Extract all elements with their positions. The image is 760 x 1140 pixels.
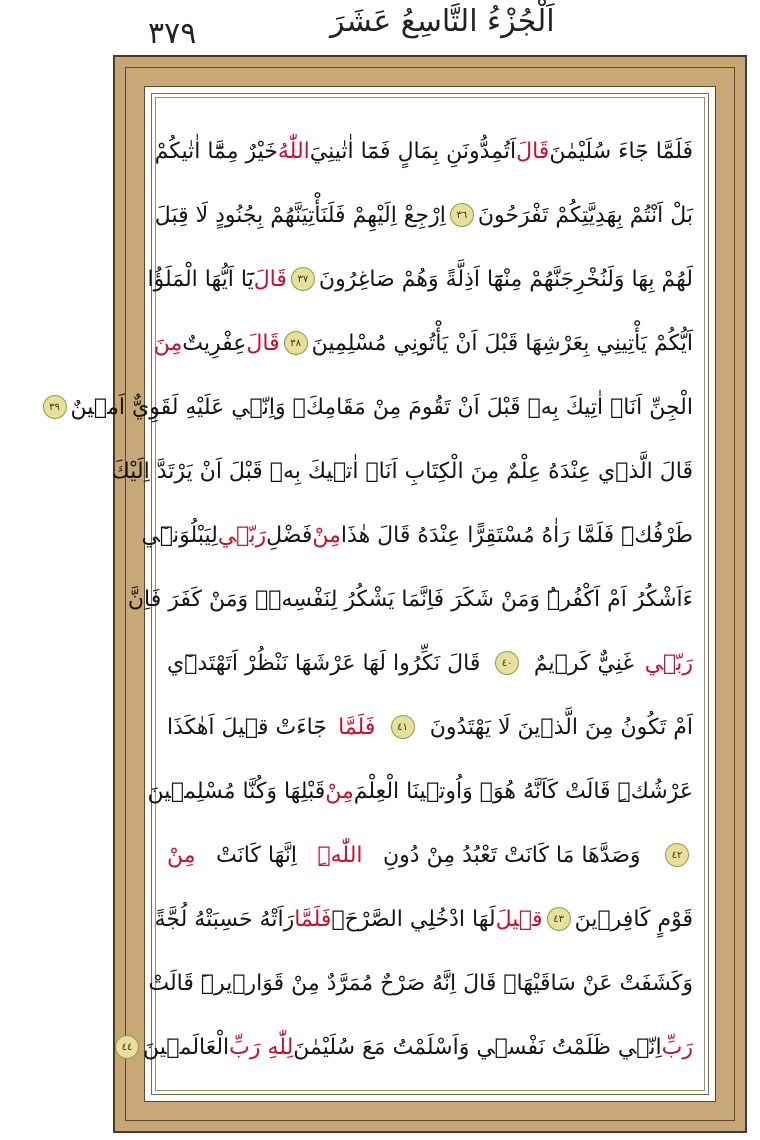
text-line — [154, 119, 693, 183]
page-header — [0, 0, 760, 52]
verse-text: وَصَدَّهَا مَا كَانَتْ تَعْبُدُ مِنْ دُونِ — [383, 842, 641, 868]
highlighted-word: قَالَ — [246, 330, 280, 356]
ayah-marker: ٣٩ — [43, 395, 67, 419]
verse-text: قَالَ الَّذٖي عِنْدَهُ عِلْمٌ مِنَ الْكِتَابِ اَنَا۬ اٰتٖيكَ بِهٖ قَبْلَ اَنْ يَرْتَدَّ اِلَيْكَ — [111, 458, 693, 484]
verse-text: اِرْجِعْ اِلَيْهِمْ فَلَنَأْتِيَنَّهُمْ بِجُنُودٍ لَا قِبَلَ — [154, 202, 446, 228]
ayah-marker: ٣٧ — [291, 267, 315, 291]
verse-text: اِنَّهَا كَانَتْ — [216, 842, 297, 868]
highlighted-word: مِنَ — [153, 330, 183, 356]
verse-text: يَٓا اَيُّهَا الْمَلَؤُا — [147, 266, 254, 292]
text-line — [111, 439, 693, 503]
text-line — [49, 375, 693, 439]
highlighted-word: مِنْ — [312, 522, 341, 548]
verse-text: قَالَ نَكِّرُوا لَهَا عَرْشَهَا نَنْظُرْ اَتَهْتَدٖٓي — [167, 650, 481, 676]
verse-text: جَٓاءَتْ قٖيلَ اَهٰكَذَا — [167, 714, 327, 740]
text-line — [147, 759, 693, 823]
verse-text-area — [49, 119, 693, 1079]
verse-text: رَاَتْهُ حَسِبَتْهُ لُجَّةً — [154, 906, 295, 932]
highlighted-word: فَلَمَّا — [294, 906, 332, 932]
page-frame — [49, 55, 747, 1133]
verse-text: لِيَبْلُوَن۪ٓي — [141, 522, 218, 548]
highlighted-word: رَبّ۪ي — [644, 650, 693, 676]
juz-title: اَلْجُزْءُ التَّاسِعُ عَشَرَ — [330, 4, 555, 39]
verse-text: اَتُمِدُّونَنِ بِمَالٍ فَمَٓا اٰتٰينِيَ — [309, 138, 517, 164]
gold-border — [49, 67, 735, 1121]
text-line — [153, 311, 693, 375]
verse-text: عَرْشُكِۜ قَالَتْ كَاَنَّهُ هُوَۚ وَاُوتٖينَا الْعِلْمَ — [353, 778, 693, 804]
verse-text: قَبْلِهَا وَكُنَّا مُسْلِمٖينَ — [147, 778, 326, 804]
text-line — [154, 887, 693, 951]
highlighted-word: رَبِّ — [661, 1034, 693, 1060]
ayah-marker: ٤٢ — [665, 843, 689, 867]
highlighted-word: فَلَمَّا — [338, 714, 376, 740]
ayah-marker: ٤١ — [391, 715, 415, 739]
verse-text: اَمْ تَكُونُ مِنَ الَّذٖينَ لَا يَهْتَدُونَ — [429, 714, 693, 740]
verse-text: وَكَشَفَتْ عَنْ سَاقَيْهَاۜ قَالَ اِنَّهُ صَرْحٌ مُمَرَّدٌ مِنْ قَوَارٖيرَۜ قَالَتْ — [148, 970, 693, 996]
verse-text: طَرْفُكَۜ فَلَمَّا رَاٰهُ مُسْتَقِرًّا عِنْدَهُ قَالَ هٰذَا — [340, 522, 693, 548]
text-line — [167, 695, 693, 759]
verse-text: بَلْ اَنْتُمْ بِهَدِيَّتِكُمْ تَفْرَحُونَ — [477, 202, 693, 228]
verse-text: الْعَالَمٖينَ — [143, 1034, 230, 1060]
verse-text: اَيُّكُمْ يَأْتِينِي بِعَرْشِهَا قَبْلَ اَنْ يَأْتُونِي مُسْلِمِينَ — [311, 330, 693, 356]
verse-text: فَضْلِ — [266, 522, 313, 548]
highlighted-word: قَالَ — [253, 266, 287, 292]
highlighted-word: مِنْ — [325, 778, 354, 804]
verse-text: غَنِيٌّ كَرٖيمٌ — [533, 650, 634, 676]
text-line — [147, 247, 693, 311]
highlighted-word: قٖيلَ — [495, 906, 543, 932]
highlighted-word: اللّٰهُ — [277, 138, 310, 164]
highlighted-word: لِلّٰهِ رَبِّ — [229, 1034, 294, 1060]
text-line — [127, 567, 693, 631]
highlighted-word: رَبّ۪ي — [217, 522, 267, 548]
verse-text: قَوْمٍ كَافِرٖينَ — [574, 906, 693, 932]
verse-text: ءَاَشْكُرُ اَمْ اَكْفُرُۜ وَمَنْ شَكَرَ فَاِنَّمَا يَشْكُرُ لِنَفْسِهٖۚ وَمَنْ كَفَرَ فَاِنَّ — [127, 586, 693, 612]
text-line — [148, 951, 693, 1015]
highlighted-word: مِنْ — [167, 842, 196, 868]
text-line — [167, 631, 693, 695]
text-line — [121, 1015, 693, 1079]
text-line — [141, 503, 693, 567]
page-number: ٣٧٩ — [148, 16, 197, 51]
ayah-marker: ٤٤ — [115, 1035, 139, 1059]
ayah-marker: ٤٣ — [547, 907, 571, 931]
text-line — [154, 183, 693, 247]
text-panel — [49, 86, 716, 1102]
ayah-marker: ٣٨ — [284, 331, 308, 355]
verse-text: خَيْرٌ مِمَّٓا اٰتٰيكُمْ — [154, 138, 278, 164]
verse-text: لَهَا ادْخُلِي الصَّرْحَۚ — [331, 906, 496, 932]
verse-text: الْجِنِّ اَنَا۬ اٰتِيكَ بِهٖ قَبْلَ اَنْ تَقُومَ مِنْ مَقَامِكَۚ وَاِنّ۪ي عَلَيْهِ لَقَوِيٌّ اَمٖينٌ — [70, 394, 693, 420]
ayah-marker: ٣٦ — [450, 203, 474, 227]
verse-text: لَهُمْ بِهَا وَلَنُخْرِجَنَّهُمْ مِنْهَٓا اَذِلَّةً وَهُمْ صَاغِرُونَ — [318, 266, 693, 292]
highlighted-word: قَالَ — [516, 138, 550, 164]
highlighted-word: اللّٰهِۜ — [317, 842, 363, 868]
verse-text: عِفْرِيتٌ — [182, 330, 247, 356]
verse-text: فَلَمَّا جَٓاءَ سُلَيْمٰنَ — [549, 138, 693, 164]
verse-text: اِنّ۪ي ظَلَمْتُ نَفْسٖي وَاَسْلَمْتُ مَعَ سُلَيْمٰنَ — [293, 1034, 662, 1060]
ayah-marker: ٤٠ — [495, 651, 519, 675]
text-line — [167, 823, 693, 887]
